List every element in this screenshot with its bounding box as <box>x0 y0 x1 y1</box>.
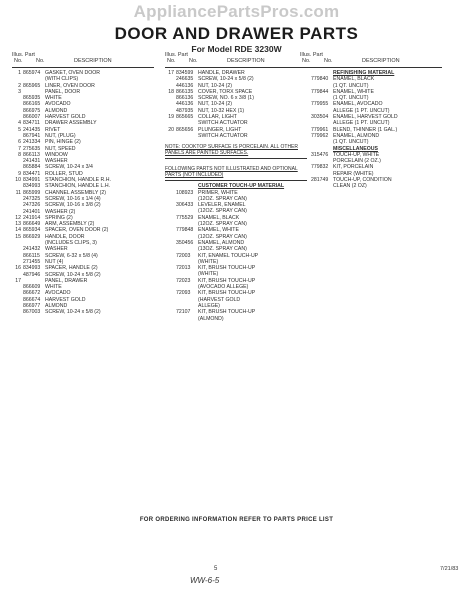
part-description: (1 QT. UNCUT) <box>333 95 369 102</box>
part-description: NUT, 10-24 (2) <box>198 101 233 108</box>
header-no: No. <box>302 58 311 64</box>
part-description: (12OZ. SPRAY CAN) <box>198 195 247 202</box>
part-description: SCREW, 10-24 x 3/4 <box>45 164 93 171</box>
part-description: COLLAR, LIGHT <box>198 114 237 121</box>
part-description: ENAMEL, ALMOND <box>333 132 380 139</box>
part-description: (12OZ. SPRAY CAN) <box>198 208 247 215</box>
column-header <box>12 52 154 66</box>
part-no: 866672 <box>23 290 41 297</box>
header-no2: No. <box>189 58 198 64</box>
part-description: CLEAN (2 OZ) <box>333 183 367 190</box>
part-description: (AVOCADO ALLEGE) <box>198 284 249 291</box>
part-no: 865934 <box>23 227 41 234</box>
part-description: DRAWER ASSEMBLY <box>45 120 97 127</box>
part-no: 865965 <box>23 82 41 89</box>
part-description: AVOCADO <box>45 101 71 108</box>
part-description: STANCHION, HANDLE L.H. <box>45 183 111 190</box>
part-no: 306433 <box>176 202 194 209</box>
illus-no: 20 <box>168 126 174 133</box>
illus-no: 17 <box>15 277 21 284</box>
illus-no: 16 <box>15 265 21 272</box>
part-description: ALMOND <box>45 107 68 114</box>
part-description: SPRING (2) <box>45 214 73 221</box>
part-description: LEVELER, ENAMEL <box>198 202 246 209</box>
part-description: SWITCH ACTUATOR <box>198 120 248 127</box>
column-header <box>165 52 307 66</box>
illus-no: 8 <box>18 151 21 158</box>
part-no: 866977 <box>23 302 41 309</box>
handwritten-note: WW-6-5 <box>190 576 220 585</box>
part-description: NUT, (PLUG) <box>45 132 76 139</box>
part-description: SCREW, 10-24 x 5/8 (2) <box>45 309 101 316</box>
part-no: 72013 <box>176 265 191 272</box>
part-no: 866165 <box>23 101 41 108</box>
illus-no: 18 <box>168 88 174 95</box>
part-no: 241334 <box>23 139 41 146</box>
part-description: WASHER <box>45 246 68 253</box>
part-description: (1 QT. UNCUT) <box>333 82 369 89</box>
illus-no: 2 <box>18 82 21 89</box>
part-no: 247325 <box>23 195 41 202</box>
part-description: RIVET <box>45 126 61 133</box>
page-number: 5 <box>214 566 218 572</box>
header-description: DESCRIPTION <box>362 58 400 64</box>
part-no: 779962 <box>311 132 329 139</box>
part-no: 779832 <box>311 164 329 171</box>
header-illus-part: Illus. Part <box>12 52 35 58</box>
part-description: ENAMEL, ALMOND <box>198 239 245 246</box>
part-no: 865884 <box>23 164 41 171</box>
part-description: SCREW, 10-24 x 5/8 (2) <box>198 76 254 83</box>
part-description: BLEND, THINNER (1 GAL.) <box>333 126 398 133</box>
part-description: TOUCH-UP, WHITE <box>333 151 380 158</box>
part-description: SCREW, NO. 6 x 3/8 (1) <box>198 95 254 102</box>
illus-no: 5 <box>18 126 21 133</box>
header-description: DESCRIPTION <box>74 58 112 64</box>
part-description: STANCHION, HANDLE R.H. <box>45 177 111 184</box>
part-description: NUT, 10-32 HEX (1) <box>198 107 245 114</box>
part-description: SCREW, 10-16 x 1/4 (4) <box>45 195 101 202</box>
part-description: PORCELAIN (2 OZ.) <box>333 158 381 165</box>
part-no <box>176 133 198 139</box>
illus-no: 10 <box>15 177 21 184</box>
part-row <box>165 316 307 322</box>
illus-no <box>12 309 23 315</box>
surface-note: NOTE: COOKTOP SURFACE IS PORCELAIN. ALL OTHER PANELS ARE PAINTED SURFACES. <box>165 143 307 159</box>
part-no: 867941 <box>23 132 41 139</box>
part-description: (13OZ. SPRAY CAN) <box>198 246 247 253</box>
part-no: 865665 <box>176 114 194 121</box>
part-description: (ALMOND) <box>198 315 224 322</box>
part-no: 241431 <box>23 158 41 165</box>
part-description: CHANNEL ASSEMBLY (2) <box>45 189 107 196</box>
parts-column-1 <box>12 52 154 316</box>
part-no: 72003 <box>176 252 191 259</box>
part-description: HARVEST GOLD <box>45 296 86 303</box>
part-description: KIT, BRUSH TOUCH-UP <box>198 265 256 272</box>
part-description: AVOCADO <box>45 290 71 297</box>
part-description: KIT, PORCELAIN <box>333 164 374 171</box>
part-description: SPACER, OVEN DOOR (2) <box>45 227 109 234</box>
header-no2: No. <box>324 58 333 64</box>
part-no <box>176 316 198 322</box>
part-description: WASHER <box>45 158 68 165</box>
illus-no: 9 <box>18 170 21 177</box>
part-no: 865935 <box>23 95 41 102</box>
part-no: 281749 <box>311 177 329 184</box>
part-description: WHITE <box>45 284 62 291</box>
part-no: 241435 <box>23 126 41 133</box>
part-description: HANDLE, DRAWER <box>198 70 245 76</box>
part-no: 866136 <box>176 95 194 102</box>
part-description: KIT, ENAMEL TOUCH-UP <box>198 252 259 259</box>
part-no: 866929 <box>23 233 41 240</box>
page-title: DOOR AND DRAWER PARTS <box>114 24 359 43</box>
part-description: SWITCH ACTUATOR <box>198 132 248 139</box>
part-row <box>165 133 307 139</box>
part-description: (WITH CLIPS) <box>45 76 79 83</box>
illus-no: 4 <box>18 120 21 127</box>
part-description: ENAMEL, AVOCADO <box>333 101 383 108</box>
illus-no: 3 <box>18 88 21 95</box>
part-description: LINER, OVEN DOOR <box>45 82 95 89</box>
part-description: (INCLUDES CLIPS, 3) <box>45 240 97 247</box>
part-no: 865974 <box>23 70 41 76</box>
part-no: 315476 <box>311 151 329 158</box>
part-description: HANDLE, DOOR <box>45 233 85 240</box>
part-no: 865999 <box>23 189 41 196</box>
part-description: ALLEGE (1 PT. UNCUT) <box>333 120 390 127</box>
part-description: ENAMEL, HARVEST GOLD <box>333 114 398 121</box>
part-no: 866007 <box>23 114 41 121</box>
part-description: PANEL, DOOR <box>45 88 81 95</box>
part-no: 271455 <box>23 258 41 265</box>
part-description: KIT, BRUSH TOUCH-UP <box>198 277 256 284</box>
part-no: 866975 <box>23 107 41 114</box>
part-no: 834993 <box>23 183 41 190</box>
illus-no: 14 <box>15 227 21 234</box>
part-no: 275635 <box>23 145 41 152</box>
part-description: WINDOW <box>45 151 68 158</box>
part-description: (12OZ. SPRAY CAN) <box>198 221 247 228</box>
illus-no: 19 <box>168 114 174 121</box>
part-description: (HARVEST GOLD <box>198 296 241 303</box>
part-description: SPACER, HANDLE (2) <box>45 265 98 272</box>
part-description: NUT, SPEED <box>45 145 76 152</box>
part-no: 775529 <box>176 214 194 221</box>
part-no: 834711 <box>23 120 40 127</box>
part-description: KIT, BRUSH TOUCH-UP <box>198 290 256 297</box>
part-description: NUT (4) <box>45 258 64 265</box>
part-no: 866609 <box>23 284 41 291</box>
illus-no: 13 <box>15 221 21 228</box>
header-description: DESCRIPTION <box>227 58 265 64</box>
header-illus-part: Illus. Part <box>300 52 323 58</box>
part-description: PANEL, DRAWER <box>45 277 88 284</box>
part-no: 834991 <box>23 177 41 184</box>
model-subtitle: For Model RDE 3230W <box>191 44 282 54</box>
column-header <box>300 52 442 66</box>
part-description: REFINISHING MATERIAL <box>333 70 395 76</box>
parts-column-2 <box>165 52 307 322</box>
part-description: SCREW, 6-32 x 5/8 (4) <box>45 252 98 259</box>
part-description: SCREW, 10-24 x 5/8 (2) <box>45 271 101 278</box>
part-description: (1 QT. UNCUT) <box>333 139 369 146</box>
part-no: 779961 <box>311 126 329 133</box>
part-no: 446136 <box>176 101 194 108</box>
part-description: ALMOND <box>45 302 68 309</box>
part-no: 72093 <box>176 290 191 297</box>
part-no: 108923 <box>176 189 194 196</box>
part-description: ROLLER, STUD <box>45 170 83 177</box>
illus-no <box>165 133 176 139</box>
part-no: 834599 <box>176 70 194 76</box>
header-illus-part: Illus. Part <box>165 52 188 58</box>
document-code: 7/21/83 <box>440 566 459 572</box>
part-description: WASHER (2) <box>45 208 76 215</box>
part-no: 72107 <box>176 309 191 316</box>
part-description: SCREW, 10-16 x 3/8 (2) <box>45 202 101 209</box>
part-description: HARVEST GOLD <box>45 114 86 121</box>
part-no: 303504 <box>311 114 329 121</box>
part-description: GASKET, OVEN DOOR <box>45 70 101 76</box>
part-description: (WHITE) <box>198 271 219 278</box>
part-description: PLUNGER, LIGHT <box>198 126 242 133</box>
watermark: AppliancePartsPros.com <box>133 2 340 21</box>
part-description: ENAMEL, WHITE <box>198 227 239 234</box>
part-row <box>300 183 442 189</box>
part-description: MISCELLANEOUS <box>333 145 378 152</box>
part-no: 834993 <box>23 265 41 272</box>
part-description: TOUCH-UP, CONDITION <box>333 177 392 184</box>
part-no: 241914 <box>23 214 41 221</box>
part-description: ARM, ASSEMBLY (2) <box>45 221 95 228</box>
part-no: 779840 <box>311 76 329 83</box>
part-no: 866135 <box>176 88 194 95</box>
header-no: No. <box>14 58 23 64</box>
not-illustrated-note: FOLLOWING PARTS NOT ILLUSTRATED AND OPTIONAL PARTS (NOT INCLUDED) <box>165 165 307 181</box>
parts-column-3 <box>300 52 442 190</box>
header-no2: No. <box>36 58 45 64</box>
part-no: 246635 <box>176 76 194 83</box>
part-no: 779955 <box>311 101 329 108</box>
illus-no: 1 <box>18 70 21 76</box>
part-description: COVER, TORX SPACE <box>198 88 253 95</box>
part-no: 866115 <box>23 252 40 259</box>
part-description: KIT, BRUSH TOUCH-UP <box>198 309 256 316</box>
part-no: 865656 <box>176 126 194 133</box>
part-no: 72023 <box>176 277 191 284</box>
part-no <box>311 183 333 189</box>
part-no: 241432 <box>23 246 41 253</box>
illus-no <box>300 183 311 189</box>
part-row <box>12 309 154 315</box>
part-no: 247326 <box>23 202 41 209</box>
illus-no: 6 <box>18 139 21 146</box>
illus-no: 15 <box>15 233 21 240</box>
part-description: ENAMEL, BLACK <box>333 76 375 83</box>
part-description: (12OZ. SPRAY CAN) <box>198 233 247 240</box>
part-description: ENAMEL, WHITE <box>333 88 374 95</box>
part-no: 350456 <box>176 239 194 246</box>
part-no: 779844 <box>311 88 329 95</box>
part-no: 241401 <box>23 208 41 215</box>
part-description: CUSTOMER TOUCH-UP MATERIAL <box>198 183 285 190</box>
illus-no: 12 <box>15 214 21 221</box>
part-description: PRIMER, WHITE <box>198 189 238 196</box>
part-no: 866674 <box>23 296 41 303</box>
part-no: 779848 <box>176 227 194 234</box>
part-no: 834471 <box>23 170 41 177</box>
ordering-footer: FOR ORDERING INFORMATION REFER TO PARTS PRICE LIST <box>139 517 334 523</box>
part-no: 867003 <box>23 309 41 316</box>
illus-no: 7 <box>18 145 21 152</box>
part-no: 866649 <box>23 221 41 228</box>
header-no: No. <box>167 58 176 64</box>
part-description: PIN, HINGE (2) <box>45 139 81 146</box>
illus-no <box>165 316 176 322</box>
part-description: ENAMEL, BLACK <box>198 214 240 221</box>
illus-no: 11 <box>15 189 21 196</box>
illus-no: 17 <box>168 70 174 76</box>
part-no: 866113 <box>23 151 40 158</box>
part-description: REPAIR (WHITE) <box>333 170 374 177</box>
part-description: ALLEGE) <box>198 302 220 309</box>
part-no: 487946 <box>23 271 41 278</box>
part-description: ALLEGE (1 PT. UNCUT) <box>333 107 390 114</box>
part-description: WHITE <box>45 95 62 102</box>
part-description: (WHITE) <box>198 258 219 265</box>
part-no: 446136 <box>176 82 194 89</box>
part-no: 487935 <box>176 107 194 114</box>
part-description: NUT, 10-24 (2) <box>198 82 233 89</box>
